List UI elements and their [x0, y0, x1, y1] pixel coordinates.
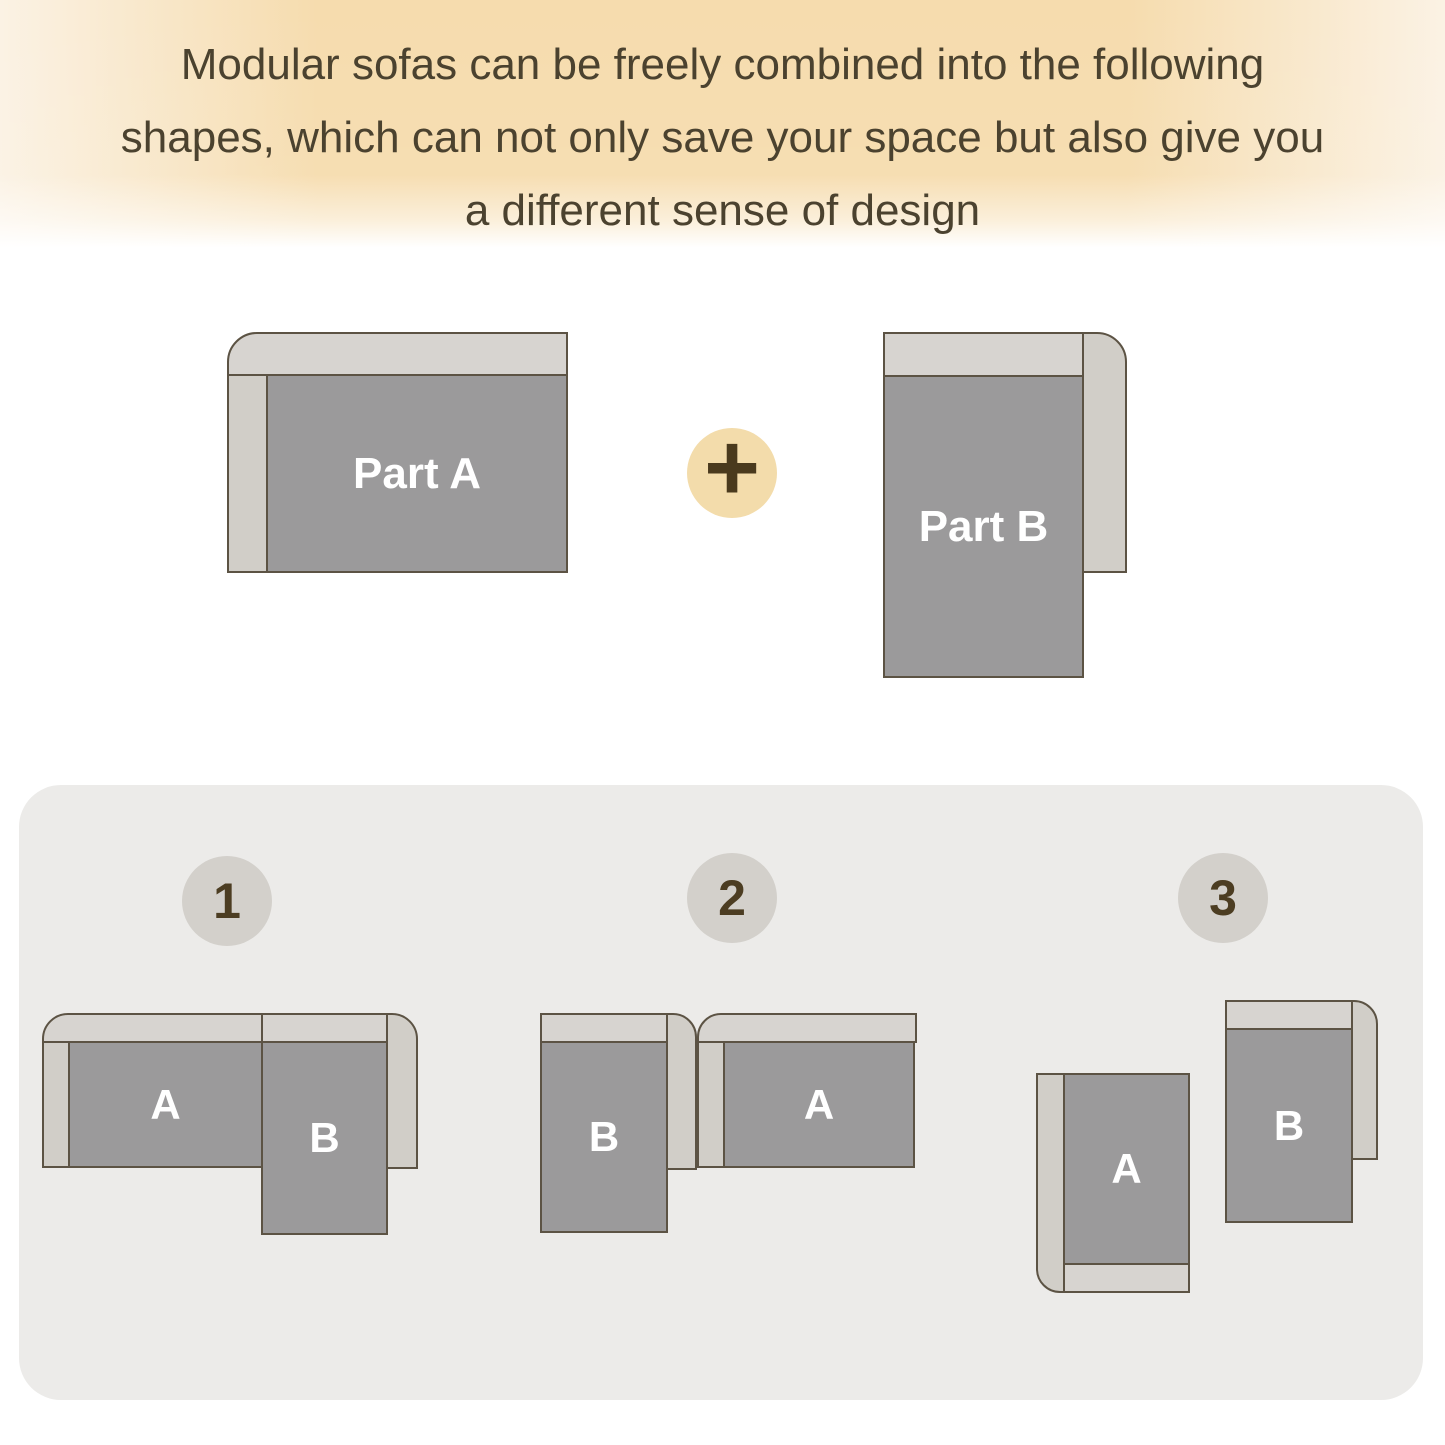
part-a-armrest — [227, 374, 268, 573]
combo-1-part-b-armrest — [386, 1013, 418, 1169]
combo-3-part-a-backrest — [1063, 1263, 1190, 1293]
combo-1-part-a-armrest — [42, 1041, 70, 1168]
part-b-label: Part B — [918, 501, 1049, 551]
combo-3-part-b-label: B — [1273, 1101, 1305, 1149]
combo-2-number: 2 — [718, 870, 746, 926]
header-line-1: Modular sofas can be freely combined into the following — [180, 40, 1265, 89]
combo-3-part-b-diagram — [1225, 1000, 1378, 1223]
combo-2-number-badge — [687, 853, 777, 943]
combo-2-part-a-backrest — [697, 1013, 917, 1043]
plus-icon: + — [703, 414, 761, 521]
combinations-panel — [19, 785, 1423, 1400]
combo-1-part-b-backrest — [261, 1013, 388, 1043]
combo-3-part-a-diagram — [1036, 1073, 1190, 1293]
combo-3-part-a-armrest — [1036, 1073, 1065, 1293]
header-line-2: shapes, which can not only save your space but also give you — [120, 113, 1325, 162]
part-b-backrest — [883, 332, 1084, 377]
combo-1-diagram — [42, 1013, 418, 1235]
combo-1-part-a-backrest — [42, 1013, 263, 1043]
combo-3-number: 3 — [1209, 870, 1237, 926]
combo-2-diagram — [540, 1013, 917, 1233]
combo-2-part-a-armrest — [697, 1041, 725, 1168]
header-banner — [0, 0, 1445, 250]
combo-2-part-b-armrest — [666, 1013, 697, 1170]
combo-1-number: 1 — [213, 873, 241, 929]
combo-3-number-badge — [1178, 853, 1268, 943]
combo-2-part-b-label: B — [588, 1113, 620, 1160]
plus-badge — [687, 414, 777, 521]
header-line-3: a different sense of design — [464, 186, 981, 235]
header-text — [0, 28, 1445, 247]
combo-3-part-b-backrest — [1225, 1000, 1353, 1030]
part-a-backrest — [227, 332, 568, 376]
combo-3-part-a-label: A — [1111, 1145, 1142, 1192]
combo-1-part-b-label: B — [309, 1114, 340, 1161]
part-a-diagram — [227, 332, 568, 573]
part-b-armrest — [1082, 332, 1127, 573]
combo-3-part-b-armrest — [1351, 1000, 1378, 1160]
combo-1-number-badge — [182, 856, 272, 946]
part-b-diagram — [883, 332, 1127, 678]
combo-2-part-a-label: A — [803, 1080, 835, 1128]
part-a-label: Part A — [353, 448, 481, 498]
combo-1-part-a-label: A — [150, 1080, 181, 1128]
combo-2-part-b-backrest — [540, 1013, 668, 1043]
